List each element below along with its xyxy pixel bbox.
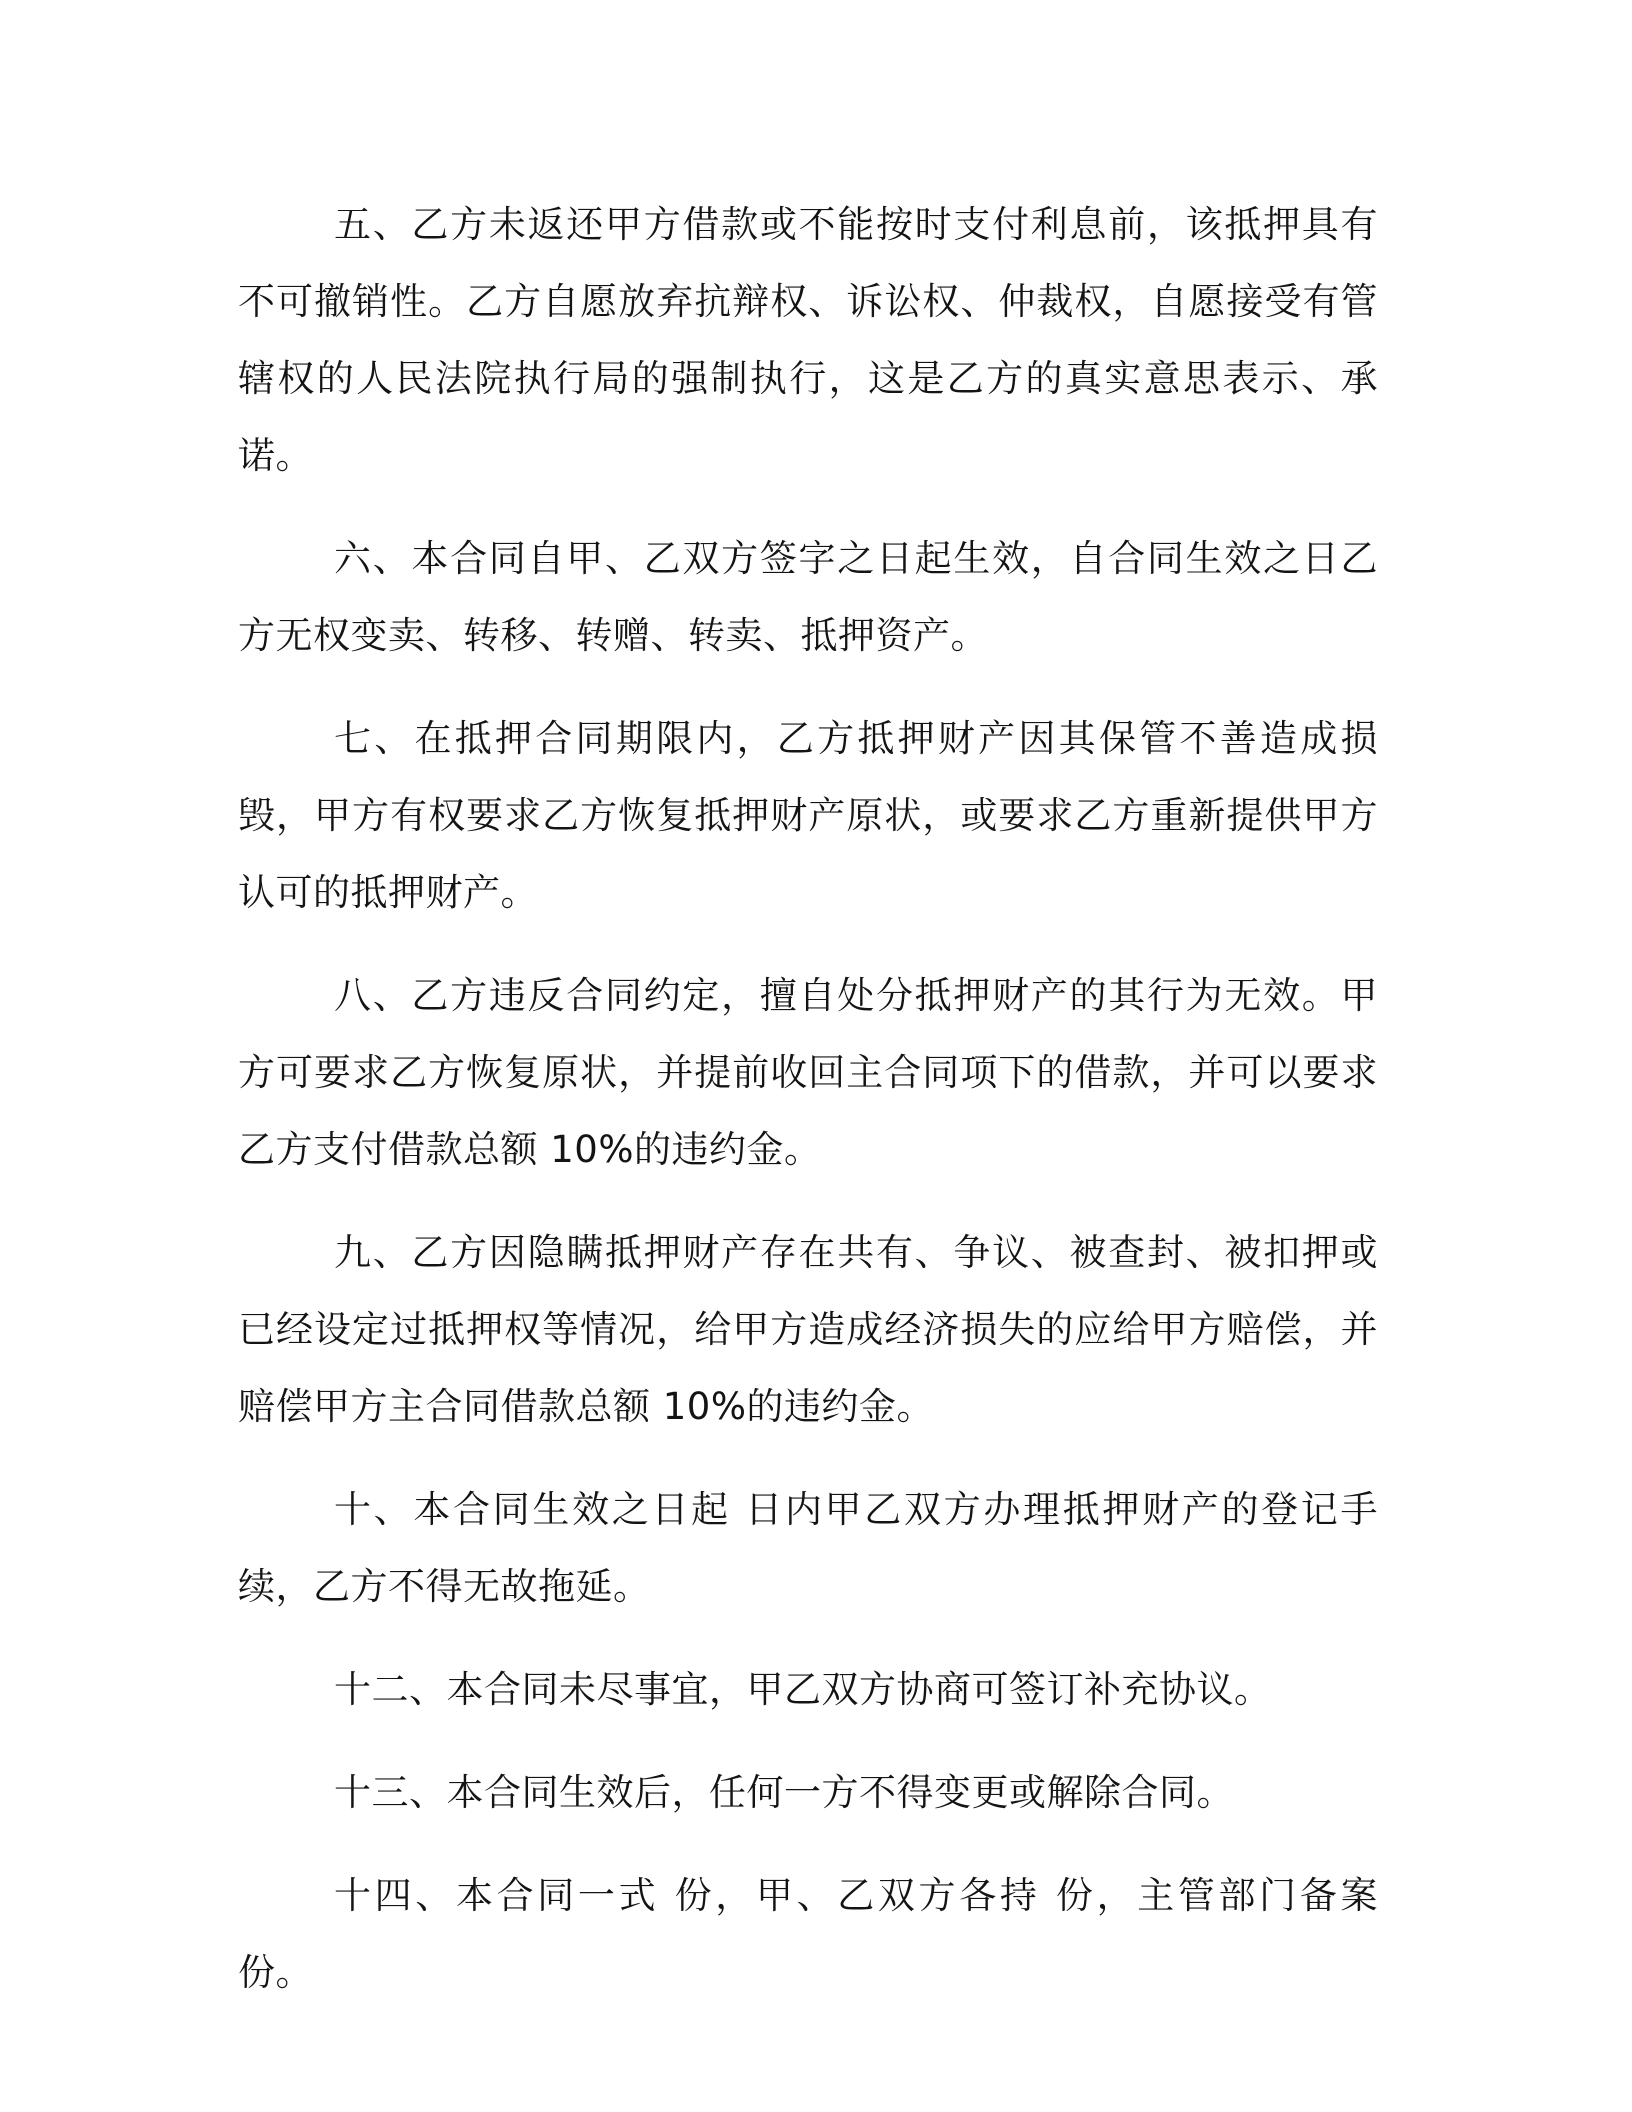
clause-9: 九、乙方因隐瞒抵押财产存在共有、争议、被查封、被扣押或已经设定过抵押权等情况，给甲方造成经济损失的应给甲方赔偿，并赔偿甲方主合同借款总额 10%的违约金。 [238, 1231, 1378, 1428]
clause-13: 十三、本合同生效后，任何一方不得变更或解除合同。 [334, 1771, 1234, 1814]
clause-8: 八、乙方违反合同约定，擅自处分抵押财产的其行为无效。甲方可要求乙方恢复原状，并提前收回主合同项下的借款，并可以要求乙方支付借款总额 10%的违约金。 [238, 974, 1378, 1171]
clause-14: 十四、本合同一式 份，甲、乙双方各持 份，主管部门备案 份。 [238, 1874, 1378, 1994]
clause-6: 六、本合同自甲、乙双方签字之日起生效，自合同生效之日乙方无权变卖、转移、转赠、转卖、抵押资产。 [238, 537, 1378, 657]
clause-12: 十二、本合同未尽事宜，甲乙双方协商可签订补充协议。 [334, 1668, 1272, 1711]
clause-7: 七、在抵押合同期限内，乙方抵押财产因其保管不善造成损毁，甲方有权要求乙方恢复抵押财产原状，或要求乙方重新提供甲方认可的抵押财产。 [238, 717, 1378, 914]
clause-10: 十、本合同生效之日起 日内甲乙双方办理抵押财产的登记手续，乙方不得无故拖延。 [238, 1488, 1378, 1608]
contract-body [238, 186, 1378, 2037]
clause-5: 五、乙方未返还甲方借款或不能按时支付利息前，该抵押具有不可撤销性。乙方自愿放弃抗辩权、诉讼权、仲裁权，自愿接受有管辖权的人民法院执行局的强制执行，这是乙方的真实意思表示、承诺。 [238, 203, 1378, 477]
